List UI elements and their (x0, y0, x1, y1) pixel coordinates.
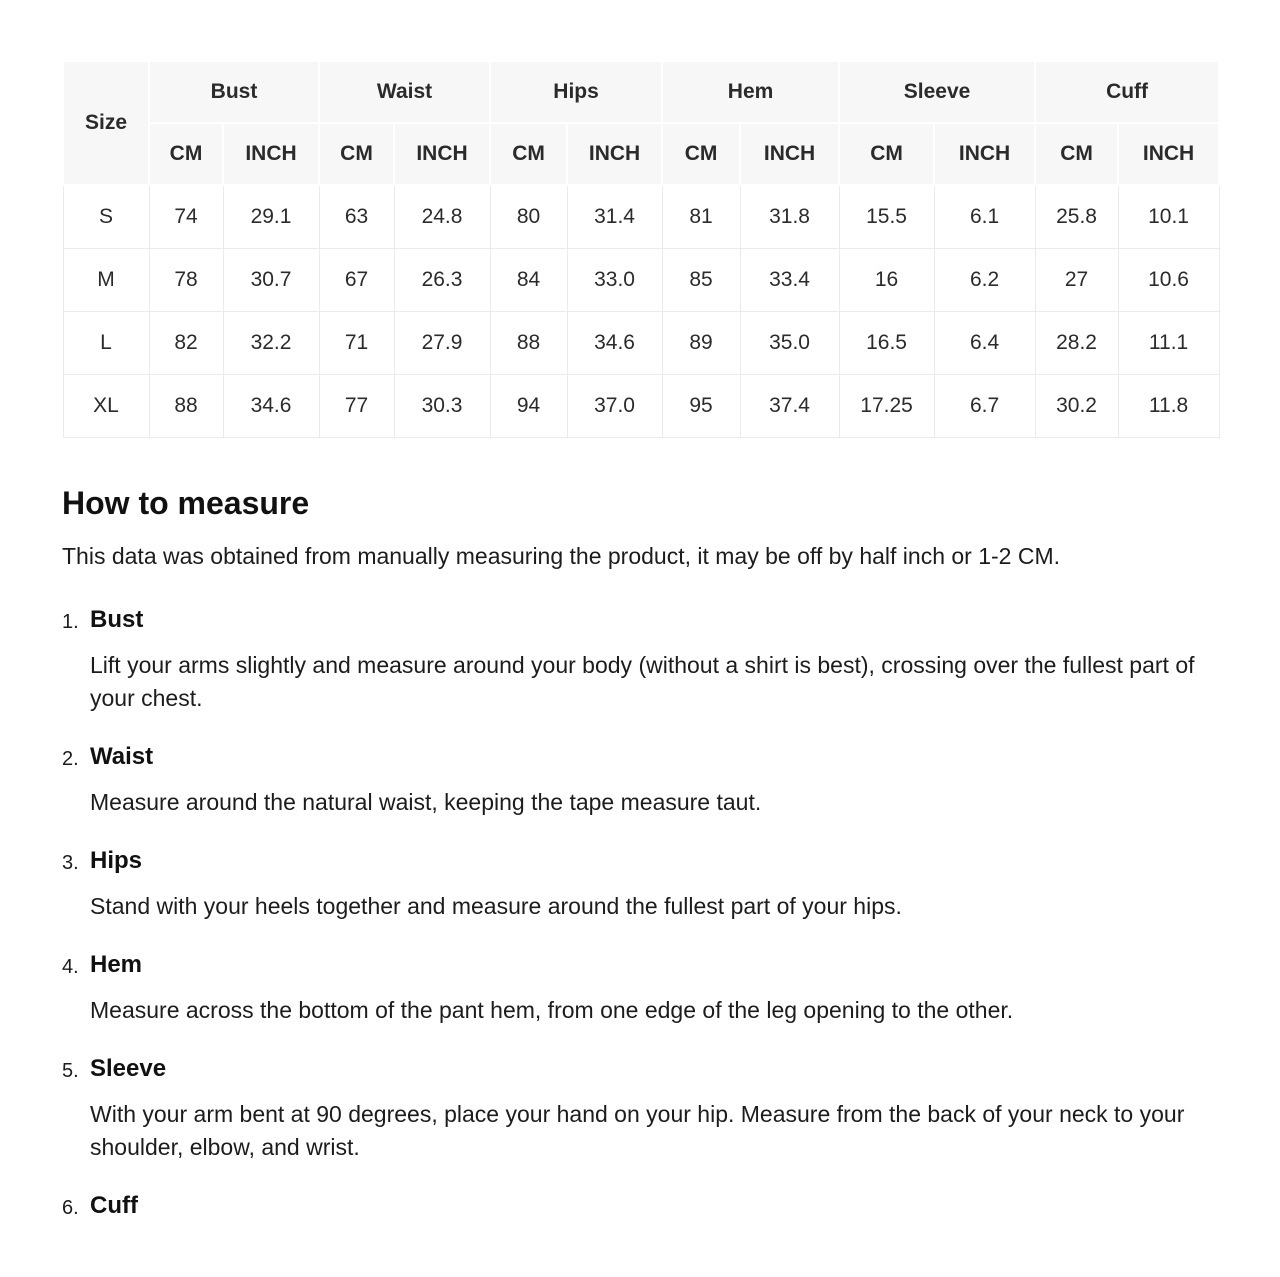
table-cell: 67 (319, 248, 394, 311)
list-item-number: 3. (62, 851, 79, 874)
unit-header-cm: CM (319, 123, 394, 185)
table-cell: 30.2 (1035, 374, 1118, 437)
table-cell: 81 (662, 185, 740, 248)
table-cell: 30.7 (223, 248, 319, 311)
table-cell: 37.4 (740, 374, 839, 437)
list-item-title: Bust (90, 605, 144, 633)
unit-header-row (63, 123, 1219, 185)
table-cell: 31.4 (567, 185, 662, 248)
size-label: XL (63, 374, 149, 437)
unit-header-inch: INCH (1118, 123, 1219, 185)
table-cell: 16.5 (839, 311, 934, 374)
table-cell: 27.9 (394, 311, 490, 374)
list-item-body (90, 845, 1218, 923)
unit-header-inch: INCH (567, 123, 662, 185)
list-item-body (90, 1190, 1218, 1222)
unit-header-cm: CM (839, 123, 934, 185)
unit-header-inch: INCH (934, 123, 1035, 185)
list-item-description: Stand with your heels together and measure around the fullest part of your hips. (90, 892, 902, 919)
table-row-l (63, 311, 1219, 374)
table-cell: 33.0 (567, 248, 662, 311)
table-cell: 34.6 (567, 311, 662, 374)
list-item-number: 4. (62, 955, 79, 978)
table-cell: 25.8 (1035, 185, 1118, 248)
list-item-title: Cuff (90, 1191, 138, 1219)
group-header-hips: Hips (490, 61, 662, 123)
list-item-hips (62, 845, 1218, 923)
list-item-body (90, 741, 1218, 819)
table-cell: 30.3 (394, 374, 490, 437)
unit-header-inch: INCH (394, 123, 490, 185)
table-cell: 24.8 (394, 185, 490, 248)
unit-header-cm: CM (490, 123, 567, 185)
list-item-description: With your arm bent at 90 degrees, place your hand on your hip. Measure from the back of your neck to your shoulder, elbow, and wrist. (90, 1100, 1185, 1160)
table-cell: 17.25 (839, 374, 934, 437)
list-item-waist (62, 741, 1218, 819)
measure-instructions-list (62, 604, 1218, 1224)
unit-header-inch: INCH (223, 123, 319, 185)
list-item-description: Lift your arms slightly and measure around your body (without a shirt is best), crossing over the fullest part of your chest. (90, 651, 1195, 711)
group-header-row (63, 61, 1219, 123)
group-header-sleeve: Sleeve (839, 61, 1035, 123)
table-cell: 84 (490, 248, 567, 311)
table-cell: 26.3 (394, 248, 490, 311)
table-cell: 11.1 (1118, 311, 1219, 374)
table-cell: 37.0 (567, 374, 662, 437)
unit-header-inch: INCH (740, 123, 839, 185)
group-header-bust: Bust (149, 61, 319, 123)
group-header-waist: Waist (319, 61, 490, 123)
group-header-cuff: Cuff (1035, 61, 1219, 123)
list-item-cuff (62, 1190, 1218, 1224)
table-cell: 63 (319, 185, 394, 248)
intro-paragraph: This data was obtained from manually measuring the product, it may be off by half inch or 1-2 CM. (62, 542, 1061, 569)
table-cell: 88 (490, 311, 567, 374)
table-cell: 16 (839, 248, 934, 311)
unit-header-cm: CM (149, 123, 223, 185)
table-cell: 71 (319, 311, 394, 374)
table-cell: 88 (149, 374, 223, 437)
size-label: L (63, 311, 149, 374)
table-cell: 6.1 (934, 185, 1035, 248)
list-item-number: 6. (62, 1196, 79, 1219)
size-label: S (63, 185, 149, 248)
table-cell: 89 (662, 311, 740, 374)
size-column-header: Size (63, 61, 149, 185)
table-cell: 28.2 (1035, 311, 1118, 374)
table-cell: 80 (490, 185, 567, 248)
list-item-description: Measure around the natural waist, keeping the tape measure taut. (90, 788, 762, 815)
table-cell: 74 (149, 185, 223, 248)
list-item-number: 2. (62, 747, 79, 770)
table-cell: 10.6 (1118, 248, 1219, 311)
list-item-body (90, 604, 1218, 715)
list-item-number: 5. (62, 1059, 79, 1082)
table-cell: 34.6 (223, 374, 319, 437)
table-cell: 95 (662, 374, 740, 437)
table-cell: 6.4 (934, 311, 1035, 374)
table-cell: 85 (662, 248, 740, 311)
table-cell: 6.7 (934, 374, 1035, 437)
list-item-hem (62, 949, 1218, 1027)
table-cell: 29.1 (223, 185, 319, 248)
list-item-title: Hips (90, 846, 143, 874)
table-cell: 11.8 (1118, 374, 1219, 437)
table-cell: 10.1 (1118, 185, 1219, 248)
table-cell: 6.2 (934, 248, 1035, 311)
table-row-m (63, 248, 1219, 311)
size-chart-body (63, 185, 1219, 437)
list-item-body (90, 949, 1218, 1027)
table-cell: 27 (1035, 248, 1118, 311)
group-header-hem: Hem (662, 61, 839, 123)
list-item-title: Waist (90, 742, 154, 770)
table-row-xl (63, 374, 1219, 437)
size-chart-table (62, 60, 1220, 438)
table-row-s (63, 185, 1219, 248)
table-cell: 82 (149, 311, 223, 374)
table-cell: 94 (490, 374, 567, 437)
table-cell: 35.0 (740, 311, 839, 374)
list-item-sleeve (62, 1053, 1218, 1164)
list-item-body (90, 1053, 1218, 1164)
list-item-bust (62, 604, 1218, 715)
table-cell: 32.2 (223, 311, 319, 374)
table-cell: 33.4 (740, 248, 839, 311)
list-item-title: Sleeve (90, 1054, 167, 1082)
size-chart-header (63, 61, 1219, 185)
unit-header-cm: CM (1035, 123, 1118, 185)
list-item-number: 1. (62, 610, 79, 633)
table-cell: 77 (319, 374, 394, 437)
list-item-title: Hem (90, 950, 143, 978)
table-cell: 15.5 (839, 185, 934, 248)
how-to-measure-title: How to measure (62, 484, 310, 521)
table-cell: 78 (149, 248, 223, 311)
unit-header-cm: CM (662, 123, 740, 185)
list-item-description: Measure across the bottom of the pant hem, from one edge of the leg opening to the other. (90, 996, 1014, 1023)
table-cell: 31.8 (740, 185, 839, 248)
size-label: M (63, 248, 149, 311)
